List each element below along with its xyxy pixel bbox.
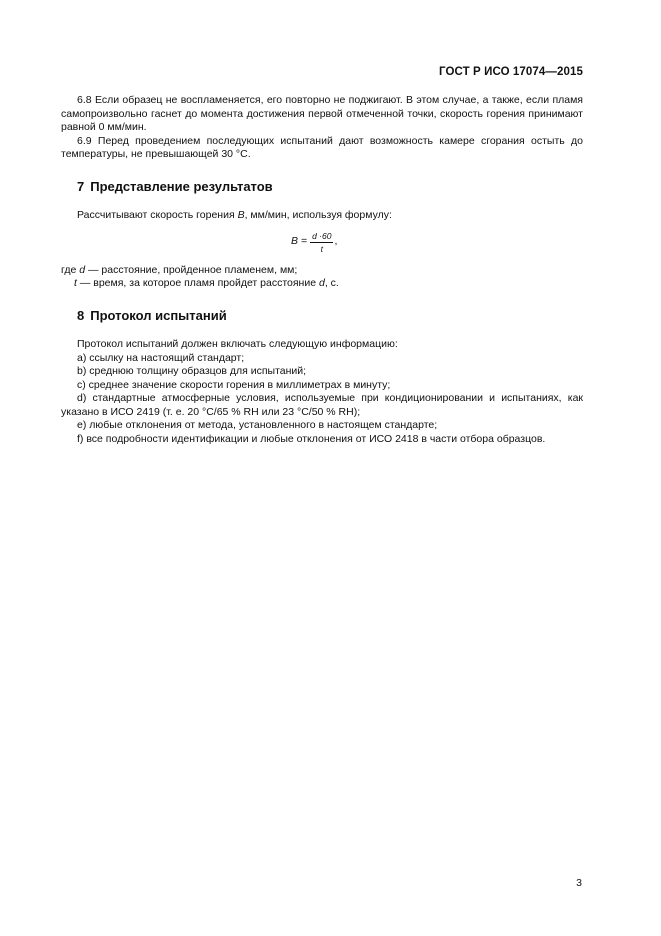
where-t: t — время, за которое пламя пройдет расстояние d, с. bbox=[74, 277, 339, 289]
protocol-intro: Протокол испытаний должен включать следующую информацию: bbox=[77, 338, 398, 350]
formula-denominator: t bbox=[320, 243, 323, 254]
document-body bbox=[61, 94, 583, 446]
formula-numerator: d ·60 bbox=[312, 230, 332, 241]
section-title: Протокол испытаний bbox=[90, 307, 227, 323]
section-8-heading bbox=[61, 309, 583, 323]
protocol-list bbox=[61, 338, 583, 446]
list-item: e) любые отклонения от метода, установленного в настоящем стандарте; bbox=[77, 419, 438, 431]
section-title: Представление результатов bbox=[90, 178, 273, 194]
burning-rate-formula bbox=[61, 231, 583, 254]
section-number: 8 bbox=[77, 307, 85, 323]
list-item: c) среднее значение скорости горения в миллиметрах в минуту; bbox=[77, 378, 391, 391]
formula-tail: , bbox=[334, 235, 338, 248]
formula-lhs: B = bbox=[291, 235, 308, 248]
list-item: f) все подробности идентификации и любые отклонения от ИСО 2418 в части отбора образцов. bbox=[77, 432, 546, 445]
formula-fraction bbox=[310, 231, 333, 254]
where-d: где d — расстояние, пройденное пламенем, мм; bbox=[61, 263, 298, 276]
section-number: 7 bbox=[77, 178, 85, 194]
list-item: d) стандартные атмосферные условия, используемые при кондиционировании и испытаниях, как указано в ИСО 2419 (т. е. 20 °C/65 % RH или 23 °C/50 % RH); bbox=[61, 392, 583, 418]
list-item: a) ссылку на настоящий стандарт; bbox=[77, 351, 245, 364]
variable-b: B bbox=[237, 209, 245, 221]
list-item: b) среднюю толщину образцов для испытаний; bbox=[77, 365, 307, 377]
document-code: ГОСТ Р ИСО 17074—2015 bbox=[438, 66, 583, 78]
paragraph-6-8: 6.8 Если образец не воспламеняется, его повторно не поджигают. В этом случае, а также, если пламя самопроизвольно гаснет до момента достижения первой отмеченной точки, скорость горения принимают равной 0 мм/мин. bbox=[61, 94, 583, 133]
page-number: 3 bbox=[576, 877, 582, 889]
section-7-heading bbox=[61, 180, 583, 194]
paragraph-6-9: 6.9 Перед проведением последующих испытаний дают возможность камере сгорания остыть до температуры, не превышающей 30 °C. bbox=[61, 134, 583, 160]
section-7-intro: Рассчитывают скорость горения B, мм/мин, используя формулу: bbox=[77, 209, 392, 221]
